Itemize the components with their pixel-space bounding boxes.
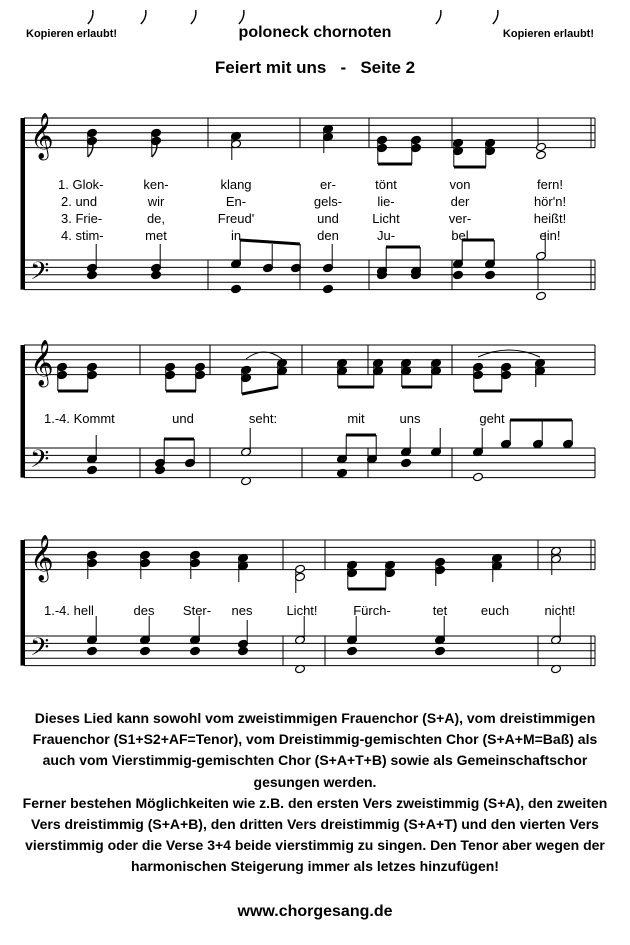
- lyric-verse-3: Licht: [372, 211, 400, 226]
- lyric-refrain: und: [172, 411, 194, 426]
- note-head: [347, 646, 358, 656]
- lyric-verse-3: heißt!: [533, 211, 567, 226]
- lyric-verse-4: met: [145, 228, 167, 243]
- beam: [242, 387, 278, 394]
- lyric-ending: des: [133, 603, 155, 618]
- lyric-ending: nicht!: [544, 603, 576, 618]
- note-head: [435, 646, 446, 656]
- lyric-verse-3: und: [317, 211, 339, 226]
- copy-permission-left: Kopieren erlaubt!: [26, 28, 118, 40]
- note-flag: [493, 10, 498, 24]
- lyric-verse-3: de,: [146, 211, 166, 226]
- note-flag: [191, 10, 196, 24]
- lyric-refrain: seht:: [248, 411, 278, 426]
- performance-note: [20, 708, 610, 878]
- lyric-verse-1: fern!: [536, 177, 564, 192]
- note-head: [401, 458, 412, 468]
- lyric-verse-3: 3. Frie-: [61, 211, 103, 226]
- lyric-verse-2: wir: [147, 194, 165, 209]
- lyric-verse-4: den: [317, 228, 339, 243]
- lyric-refrain: uns: [399, 411, 421, 426]
- note-head: [453, 270, 464, 280]
- lyric-ending: tet: [432, 603, 448, 618]
- lyric-ending: nes: [231, 603, 253, 618]
- lyric-verse-2: lie-: [377, 194, 395, 209]
- note-head: [536, 291, 547, 301]
- bass-clef-icon: 𝄢: [30, 633, 50, 668]
- note-head: [87, 270, 98, 280]
- lyric-ending: euch: [480, 603, 510, 618]
- lyric-verse-1: ken-: [143, 177, 169, 192]
- lyric-verse-1: von: [449, 177, 471, 192]
- lyric-verse-1: tönt: [375, 177, 397, 192]
- note-head: [151, 270, 162, 280]
- slur: [478, 350, 540, 357]
- lyric-verse-3: Freud': [217, 211, 255, 226]
- lyric-verse-4: 4. stim-: [61, 228, 104, 243]
- note-head: [231, 284, 242, 294]
- note-head: [190, 646, 201, 656]
- beam: [240, 240, 300, 244]
- note-head: [87, 646, 98, 656]
- lyric-verse-1: 1. Glok-: [58, 177, 104, 192]
- website-url: www.chorgesang.de: [237, 903, 393, 920]
- lyric-verse-4: bel: [451, 228, 469, 243]
- note-head: [485, 270, 496, 280]
- treble-clef-icon: 𝄞: [30, 340, 54, 386]
- lyric-verse-1: klang: [220, 177, 252, 192]
- lyric-verse-2: gels-: [313, 194, 343, 209]
- lyric-verse-2: En-: [225, 194, 247, 209]
- lyric-refrain: 1.-4. Kommt: [44, 411, 115, 426]
- lyric-verse-4: ein!: [539, 228, 561, 243]
- lyric-refrain: mit: [347, 411, 365, 426]
- lyric-verse-4: Ju-: [376, 228, 396, 243]
- note-flag: [141, 10, 146, 24]
- note-head: [238, 646, 249, 656]
- lyric-verse-3: ver-: [448, 211, 472, 226]
- treble-clef-icon: 𝄞: [30, 113, 54, 159]
- note-head: [536, 150, 547, 160]
- note-head: [140, 646, 151, 656]
- lyric-verse-2: der: [450, 194, 470, 209]
- note-paragraph-1: Dieses Lied kann sowohl vom zweistimmigen Frauenchor (S+A), vom dreistimmigen Frauenchor (S1+S2+AF=Tenor), vom Dreistimmig-gemischten Chor (S+A+M=Baß) als auch vom Vierstimmig-gemischten Chor (S+A+T+B) sowie als Gemeinschaftschor gesungen werden.: [32, 710, 598, 790]
- note-head: [536, 142, 547, 152]
- slur: [246, 352, 282, 359]
- note-head: [323, 284, 334, 294]
- site-name: poloneck chornoten: [238, 24, 392, 41]
- note-head: [473, 472, 484, 482]
- lyric-refrain: geht: [479, 411, 505, 426]
- note-flag: [239, 10, 244, 24]
- treble-clef-icon: 𝄞: [30, 535, 54, 581]
- note-flag: [436, 10, 441, 24]
- bass-clef-icon: 𝄢: [30, 257, 50, 292]
- lyric-verse-2: 2. und: [61, 194, 98, 209]
- lyric-verse-2: hör'n!: [533, 194, 567, 209]
- note-paragraph-2: Ferner bestehen Möglichkeiten wie z.B. den ersten Vers zweistimmig (S+A), den zweiten Vers dreistimmig (S+A+B), den dritten Vers dreistimmig (S+A+T) und den vierten Vers vierstimmig oder die Verse 3+4 beide vierstimmig zu singen. Den Tenor aber wegen der harmonischen Steigerung immer als letzes hinzufügen!: [22, 794, 608, 875]
- note-head: [87, 465, 98, 475]
- bass-clef-icon: 𝄢: [30, 445, 50, 480]
- lyric-verse-1: er-: [320, 177, 336, 192]
- note-flag: [88, 10, 93, 24]
- lyric-ending: 1.-4. hell: [44, 603, 94, 618]
- lyric-ending: Fürch-: [353, 603, 391, 618]
- copy-permission-right: Kopieren erlaubt!: [502, 28, 594, 40]
- lyric-ending: Licht!: [286, 603, 318, 618]
- lyric-verse-4: in: [230, 228, 242, 243]
- note-head: [155, 465, 166, 475]
- note-head: [337, 468, 348, 478]
- lyric-ending: Ster-: [182, 603, 212, 618]
- page-title: Feiert mit uns - Seite 2: [214, 58, 416, 77]
